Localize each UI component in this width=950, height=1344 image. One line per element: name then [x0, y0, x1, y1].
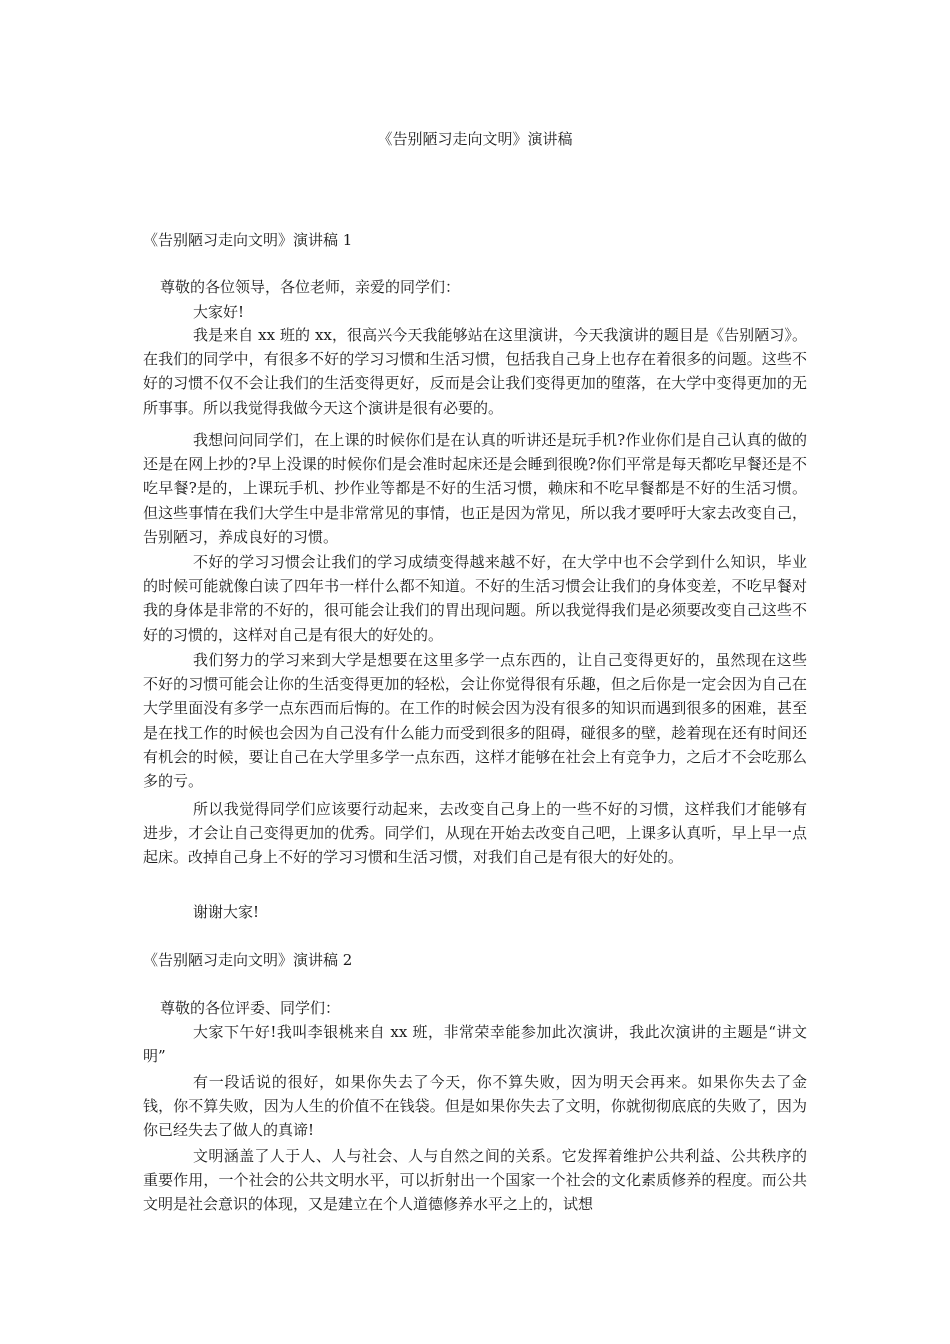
speech1-greeting: 大家好!: [193, 303, 245, 321]
speech2-heading: 《告别陋习走向文明》演讲稿 2: [143, 951, 353, 969]
speech1-paragraph-1: 我是来自 xx 班的 xx，很高兴今天我能够站在这里演讲，今天我演讲的题目是《告别陋习》。在我们的同学中，有很多不好的学习习惯和生活习惯，包括我自己身上也存在着很多的问题。这些不好的习惯不仅不会让我们的生活变得更好，反而是会让我们变得更加的堕落，在大学中变得更加的无所事事。所以我觉得我做今天这个演讲是很有必要的。: [143, 326, 807, 417]
speech1-paragraph-5: 所以我觉得同学们应该要行动起来，去改变自己身上的一些不好的习惯，这样我们才能够有进步，才会让自己变得更加的优秀。同学们，从现在开始去改变自己吧，上课多认真听，早上早一点起床。改掉自己身上不好的学习习惯和生活习惯，对我们自己是有很大的好处的。: [143, 800, 807, 867]
speech1-paragraph-4: 我们努力的学习来到大学是想要在这里多学一点东西的，让自己变得更好的，虽然现在这些不好的习惯可能会让你的生活变得更加的轻松，会让你觉得很有乐趣，但之后你是一定会因为自己在大学里面没有多学一点东西而后悔的。在工作的时候会因为没有很多的知识而遇到很多的困难，甚至是在找工作的时候也会因为自己没有什么能力而受到很多的阻碍，碰很多的壁，趁着现在还有时间还有机会的时候，要让自己在大学里多学一点东西，这样才能够在社会上有竞争力，之后才不会吃那么多的亏。: [143, 651, 807, 791]
speech1-paragraph-2: 我想问问同学们，在上课的时候你们是在认真的听讲还是玩手机?作业你们是自己认真的做的还是在网上抄的?早上没课的时候你们是会准时起床还是会睡到很晚?你们平常是每天都吃早餐还是不吃早餐?是的，上课玩手机、抄作业等都是不好的生活习惯，赖床和不吃早餐都是不好的生活习惯。但这些事情在我们大学生中是非常常见的事情，也正是因为常见，所以我才要呼吁大家去改变自己，告别陋习，养成良好的习惯。: [143, 431, 807, 546]
speech2-salutation: 尊敬的各位评委、同学们：: [160, 999, 341, 1017]
speech2-paragraph-3: 文明涵盖了人于人、人与社会、人与自然之间的关系。它发挥着维护公共利益、公共秩序的重要作用，一个社会的公共文明水平，可以折射出一个国家一个社会的文化素质修养的程度。而公共文明是社会意识的体现，又是建立在个人道德修养水平之上的，试想: [143, 1147, 807, 1214]
speech1-closing: 谢谢大家!: [193, 903, 260, 921]
speech1-salutation: 尊敬的各位领导，各位老师，亲爱的同学们：: [160, 278, 461, 296]
speech2-paragraph-2: 有一段话说的很好，如果你失去了今天，你不算失败，因为明天会再来。如果你失去了金钱，你不算失败，因为人生的价值不在钱袋。但是如果你失去了文明，你就彻彻底底的失败了，因为你已经失去了做人的真谛!: [143, 1073, 807, 1140]
speech1-heading: 《告别陋习走向文明》演讲稿 1: [143, 231, 353, 249]
speech2-paragraph-1: 大家下午好!我叫李银桃来自 xx 班，非常荣幸能参加此次演讲，我此次演讲的主题是“讲文明”: [143, 1023, 807, 1066]
speech1-paragraph-3: 不好的学习习惯会让我们的学习成绩变得越来越不好，在大学中也不会学到什么知识，毕业的时候可能就像白读了四年书一样什么都不知道。不好的生活习惯会让我们的身体变差，不吃早餐对我的身体是非常的不好的，很可能会让我们的胃出现问题。所以我觉得我们是必须要改变自己这些不好的习惯的，这样对自己是有很大的好处的。: [143, 553, 807, 644]
document-title: 《告别陋习走向文明》演讲稿: [377, 130, 573, 148]
